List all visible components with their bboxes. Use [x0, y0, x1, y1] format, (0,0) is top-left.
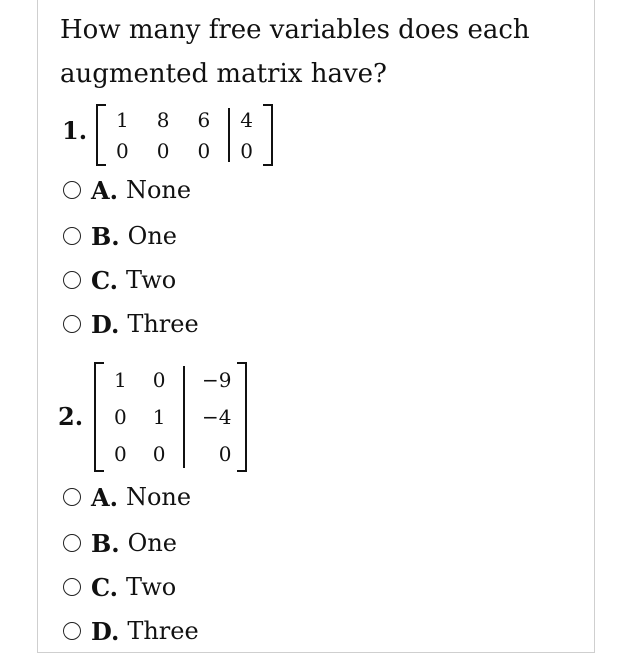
- problem-2-option-a[interactable]: [63, 482, 191, 512]
- radio-icon[interactable]: [63, 534, 81, 552]
- option-letter: C.: [91, 265, 119, 295]
- problem-2-label: 2.: [58, 402, 84, 431]
- matrix-aug-col: 4 0: [240, 107, 253, 163]
- radio-icon[interactable]: [63, 181, 81, 199]
- option-letter: D.: [91, 616, 120, 646]
- problem-1-option-d[interactable]: [63, 309, 199, 339]
- radio-icon[interactable]: [63, 227, 81, 245]
- option-text: Three: [127, 617, 199, 645]
- option-text: Two: [126, 266, 177, 294]
- problem-1-option-c[interactable]: [63, 265, 176, 295]
- matrix-col-2: 8 0: [156, 107, 170, 163]
- radio-icon[interactable]: [63, 488, 81, 506]
- matrix-col-2: 0 1 0: [152, 368, 166, 466]
- matrix-right-bracket: [263, 104, 273, 166]
- problem-1-matrix: [96, 104, 273, 166]
- option-text: None: [125, 176, 192, 204]
- matrix-col-3: 6 0: [197, 107, 211, 163]
- option-letter: C.: [91, 572, 119, 602]
- matrix-left-bracket: [94, 362, 104, 472]
- problem-2-option-d[interactable]: [63, 616, 199, 646]
- radio-icon[interactable]: [63, 578, 81, 596]
- option-text: One: [127, 222, 177, 250]
- option-letter: A.: [91, 175, 118, 205]
- problem-1-option-a[interactable]: [63, 175, 191, 205]
- matrix-right-bracket: [237, 362, 247, 472]
- radio-icon[interactable]: [63, 622, 81, 640]
- option-text: One: [127, 529, 177, 557]
- radio-icon[interactable]: [63, 315, 81, 333]
- problem-2-matrix: [94, 362, 247, 472]
- problem-2-option-c[interactable]: [63, 572, 176, 602]
- matrix-col-1: 1 0: [116, 107, 129, 163]
- matrix-left-bracket: [96, 104, 106, 166]
- augment-divider: [183, 366, 185, 468]
- question-text: How many free variables does each augmented matrix have?: [60, 15, 530, 89]
- problem-1-option-b[interactable]: [63, 221, 177, 251]
- radio-icon[interactable]: [63, 271, 81, 289]
- problem-2-option-b[interactable]: [63, 528, 177, 558]
- option-letter: D.: [91, 309, 120, 339]
- option-letter: A.: [91, 482, 118, 512]
- option-text: None: [125, 483, 192, 511]
- problem-1-label: 1.: [62, 116, 88, 145]
- augment-divider: [228, 108, 230, 162]
- option-letter: B.: [91, 528, 120, 558]
- option-text: Two: [126, 573, 177, 601]
- matrix-col-1: 1 0 0: [114, 368, 127, 466]
- option-text: Three: [127, 310, 199, 338]
- option-letter: B.: [91, 221, 120, 251]
- matrix-aug-col: −9 −4 0: [201, 368, 232, 466]
